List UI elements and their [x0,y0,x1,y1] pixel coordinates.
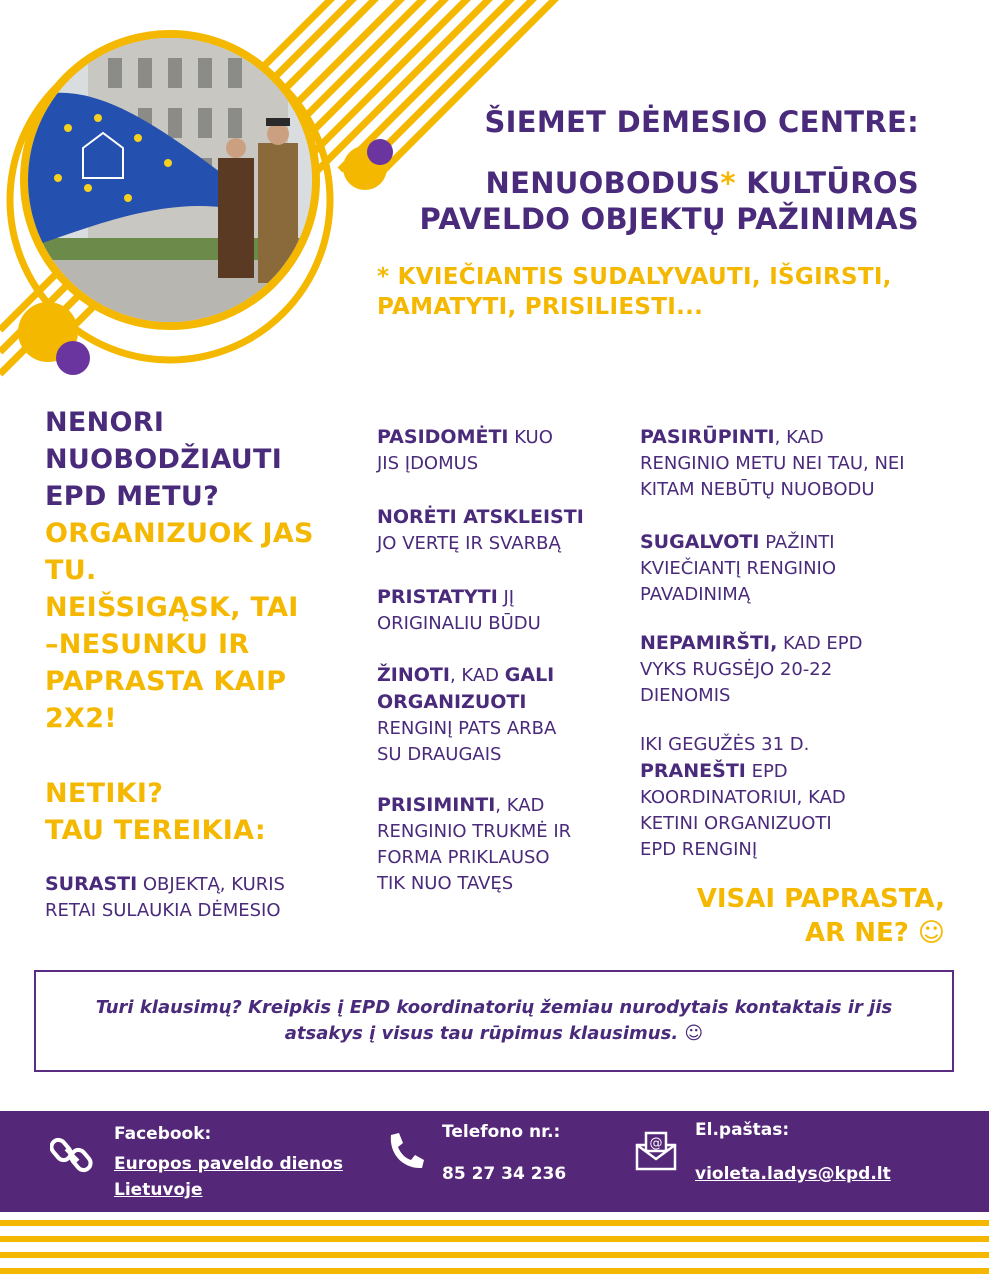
asterisk-note-line1: * KVIEČIANTIS SUDALYVAUTI, IŠGIRSTI, [377,264,892,290]
item-text: , KAD [495,795,545,816]
facebook-link-line1[interactable]: Europos paveldo dienos [114,1154,343,1174]
item-text: RETAI SULAUKIA DĖMESIO [45,900,281,921]
item-text: KVIEČIANTĮ RENGINIO [640,558,837,579]
item-text: KOORDINATORIUI, KAD [640,787,846,808]
headline-topic-rest: KULTŪROS [735,166,919,200]
email-icon [634,1131,678,1171]
lead-line: TU. [45,555,97,586]
link-icon [50,1133,94,1177]
lead-line: PAPRASTA KAIP [45,666,287,697]
lead-line: ORGANIZUOK JAS [45,518,314,549]
contact-footer [0,1111,989,1212]
headline-main: ŠIEMET DĖMESIO CENTRE: [484,105,919,139]
event-photo [20,30,320,330]
lead-line: EPD METU? [45,481,220,512]
email-label: El.paštas: [695,1120,790,1140]
item-text: EPD [745,761,788,782]
item-bold: PRISIMINTI [377,794,496,816]
item-text: JO VERTĘ IR SVARBĄ [377,533,561,554]
facebook-label: Facebook: [114,1124,212,1144]
finale-text [697,882,945,950]
item-text: JĮ [497,587,515,608]
item-nepamirsti [640,630,863,709]
item-surasti [45,871,285,924]
item-text: OBJEKTĄ, KURIS [137,874,285,895]
item-noreti [377,504,584,557]
asterisk: * [720,166,736,200]
item-bold: PASIRŪPINTI [640,426,775,448]
item-text: KETINI ORGANIZUOTI [640,813,832,834]
asterisk-note-line2: PAMATYTI, PRISILIESTI... [377,294,704,320]
item-prisiminti [377,792,571,897]
item-sugalvoti [640,529,836,608]
item-pranesti [640,732,846,863]
headline-topic-line2: PAVELDO OBJEKTŲ PAŽINIMAS [419,202,919,236]
phone-number[interactable]: 85 27 34 236 [442,1164,567,1184]
item-text: SU DRAUGAIS [377,744,502,765]
item-bold: SUGALVOTI [640,531,760,553]
item-bold: SURASTI [45,873,138,895]
lead-line: NUOBODŽIAUTI [45,444,283,475]
item-text: , KAD [449,665,505,686]
item-bold: GALI [504,664,555,686]
item-bold: PRISTATYTI [377,586,498,608]
phone-label: Telefono nr.: [442,1122,561,1142]
item-text: ORIGINALIU BŪDU [377,613,541,634]
item-pristatyti [377,584,541,637]
item-text: KUO [508,427,553,448]
item-text: KAD EPD [777,633,863,654]
headline-topic [420,165,919,237]
item-zinoti [377,662,556,768]
lead-line: NEIŠSIGĄSK, TAI [45,592,299,623]
item-text: IKI GEGUŽĖS 31 D. [640,734,810,755]
item-bold: NORĖTI ATSKLEISTI [377,506,584,528]
facebook-link-line2[interactable]: Lietuvoje [114,1180,203,1200]
item-text: DIENOMIS [640,685,731,706]
item-bold: NEPAMIRŠTI, [640,632,778,654]
item-text: TIK NUO TAVĘS [377,873,514,894]
item-bold: ŽINOTI [377,664,450,686]
item-bold: PASIDOMĖTI [377,426,509,448]
lead-text [45,404,345,737]
lead-line: NENORI [45,407,165,438]
tau-line: TAU TEREIKIA: [45,815,266,846]
item-text: KITAM NEBŪTŲ NUOBODU [640,479,875,500]
item-text: , KAD [774,427,824,448]
item-text: EPD RENGINĮ [640,839,758,860]
item-text: RENGINIO TRUKMĖ IR [377,821,572,842]
headline-topic-word: NENUOBODUS [485,166,721,200]
item-text: PAVADINIMĄ [640,584,751,605]
item-text: VYKS RUGSĖJO 20-22 [640,659,833,680]
tau-tereikia [45,775,266,849]
item-text: RENGINIO METU NEI TAU, NEI [640,453,905,474]
item-bold: ORGANIZUOTI [377,691,527,713]
finale-line: AR NE? ☺ [805,918,945,948]
item-text: PAŽINTI [759,532,835,553]
svg-text:@: @ [649,1136,663,1151]
questions-box [34,970,954,1072]
item-bold: PRANEŠTI [640,760,746,782]
asterisk-note [377,262,892,322]
questions-text: Turi klausimų? Kreipkis į EPD koordinatorių žemiau nurodytais kontaktais ir jis atsakys į visus tau rūpimus klausimus. ☺ [95,997,893,1044]
lead-line: –NESUNKU IR [45,629,250,660]
tau-line: NETIKI? [45,778,164,809]
lead-line: 2X2! [45,703,117,734]
item-pasidometi [377,424,553,477]
item-text: FORMA PRIKLAUSO [377,847,550,868]
phone-icon [383,1129,427,1173]
item-text: JIS ĮDOMUS [377,453,479,474]
bottom-stripes [0,1212,989,1280]
item-pasirupinti [640,424,905,503]
finale-line: VISAI PAPRASTA, [696,884,945,914]
item-text: RENGINĮ PATS ARBA [377,718,557,739]
facebook-link[interactable] [114,1151,343,1203]
email-link[interactable]: violeta.ladys@kpd.lt [695,1164,891,1184]
